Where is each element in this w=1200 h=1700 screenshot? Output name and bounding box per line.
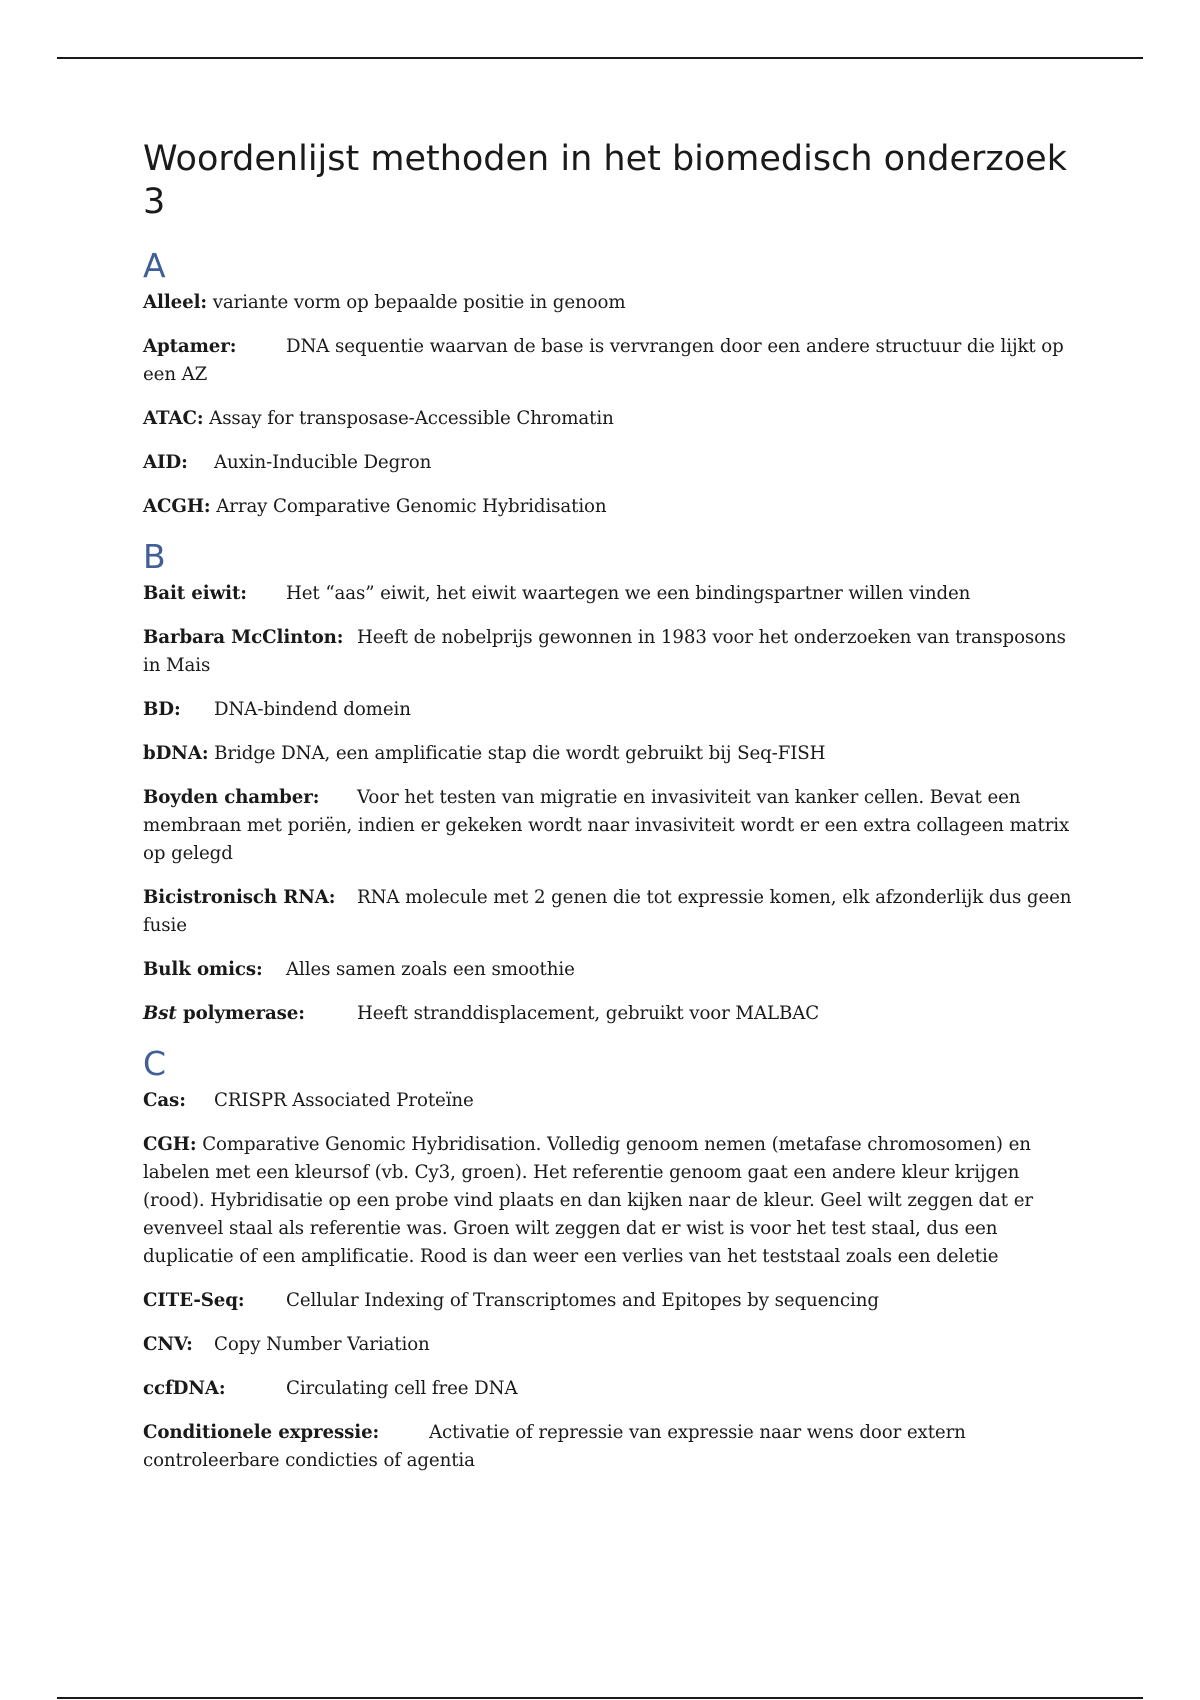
section-letter: A: [143, 246, 166, 285]
definition: Bridge DNA, een amplificatie stap die wordt gebruikt bij Seq-FISH: [214, 743, 826, 764]
term: CGH:: [143, 1134, 197, 1155]
definition: Auxin-Inducible Degron: [214, 452, 432, 473]
glossary-content: [143, 138, 1073, 1491]
term: Cas:: [143, 1090, 186, 1111]
definition: Copy Number Variation: [214, 1334, 430, 1355]
term: Conditionele expressie:: [143, 1422, 380, 1443]
section-letter: C: [143, 1044, 167, 1083]
definition: Cellular Indexing of Transcriptomes and Epitopes by sequencing: [286, 1290, 879, 1311]
glossary-entry: [143, 449, 1073, 477]
section-letter: B: [143, 537, 166, 576]
glossary-entry: [143, 333, 1073, 389]
term: Barbara McClinton:: [143, 627, 344, 648]
definition: Assay for transposase-Accessible Chromatin: [209, 408, 614, 429]
definition: Activatie of repressie van expressie naar wens door extern controleerbare condicties of agentia: [143, 1422, 966, 1471]
definition: Array Comparative Genomic Hybridisation: [216, 496, 607, 517]
term: BD:: [143, 699, 181, 720]
definition: DNA sequentie waarvan de base is vervrangen door een andere structuur die lijkt op een AZ: [143, 336, 1064, 385]
glossary-entry: [143, 1131, 1073, 1271]
definition: Voor het testen van migratie en invasiviteit van kanker cellen. Bevat een membraan met poriën, indien er gekeken wordt naar invasiviteit wordt er een extra collageen matrix op gelegd: [143, 787, 1070, 864]
term: [143, 1000, 357, 1028]
term-rest: polymerase:: [176, 1003, 305, 1024]
glossary-entry: [143, 624, 1073, 680]
definition: variante vorm op bepaalde positie in genoom: [212, 292, 626, 313]
page-title: Woordenlijst methoden in het biomedisch onderzoek 3: [143, 139, 1067, 222]
term: Alleel:: [143, 292, 207, 313]
glossary-entry: [143, 1000, 1073, 1028]
section-a: [143, 246, 1073, 521]
definition: Circulating cell free DNA: [286, 1378, 518, 1399]
term: Bicistronisch RNA:: [143, 887, 336, 908]
glossary-entry: [143, 696, 1073, 724]
glossary-entry: [143, 1287, 1073, 1315]
term-italic: Bst: [143, 1003, 177, 1024]
glossary-entry: [143, 405, 1073, 433]
glossary-entry: [143, 1331, 1073, 1359]
glossary-entry: [143, 580, 1073, 608]
term: bDNA:: [143, 743, 209, 764]
term: Aptamer:: [143, 336, 237, 357]
definition: Heeft stranddisplacement, gebruikt voor MALBAC: [357, 1003, 820, 1024]
term: CNV:: [143, 1334, 193, 1355]
footer-rule: [57, 1697, 1143, 1699]
definition: Alles samen zoals een smoothie: [286, 959, 575, 980]
term: AID:: [143, 452, 188, 473]
definition: Het “aas” eiwit, het eiwit waartegen we een bindingspartner willen vinden: [286, 583, 971, 604]
term: CITE-Seq:: [143, 1290, 245, 1311]
term: Boyden chamber:: [143, 787, 320, 808]
glossary-entry: [143, 740, 1073, 768]
term: ACGH:: [143, 496, 211, 517]
glossary-entry: [143, 493, 1073, 521]
definition: CRISPR Associated Proteïne: [214, 1090, 474, 1111]
glossary-entry: [143, 1087, 1073, 1115]
definition: RNA molecule met 2 genen die tot expressie komen, elk afzonderlijk dus geen fusie: [143, 887, 1072, 936]
definition: DNA-bindend domein: [214, 699, 411, 720]
glossary-entry: [143, 884, 1073, 940]
term: Bait eiwit:: [143, 583, 247, 604]
definition: Comparative Genomic Hybridisation. Volledig genoom nemen (metafase chromosomen) en labelen met een kleursof (vb. Cy3, groen). Het referentie genoom gaat een andere kleur krijgen (rood). Hybridisatie op een probe vind plaats en dan kijken naar de kleur. Geel wilt zeggen dat er evenveel staal als referentie was. Groen wilt zeggen dat er wist is voor het test staal, dus een duplicatie of een amplificatie. Rood is dan weer een verlies van het teststaal zoals een deletie: [143, 1134, 1033, 1267]
section-b: [143, 537, 1073, 1028]
glossary-entry: [143, 1419, 1073, 1475]
definition: Heeft de nobelprijs gewonnen in 1983 voor het onderzoeken van transposons in Mais: [143, 627, 1066, 676]
term: ccfDNA:: [143, 1378, 226, 1399]
section-c: [143, 1044, 1073, 1475]
glossary-entry: [143, 784, 1073, 868]
glossary-entry: [143, 956, 1073, 984]
header-rule: [57, 57, 1143, 59]
term: ATAC:: [143, 408, 204, 429]
term: Bulk omics:: [143, 959, 263, 980]
glossary-entry: [143, 289, 1073, 317]
glossary-entry: [143, 1375, 1073, 1403]
